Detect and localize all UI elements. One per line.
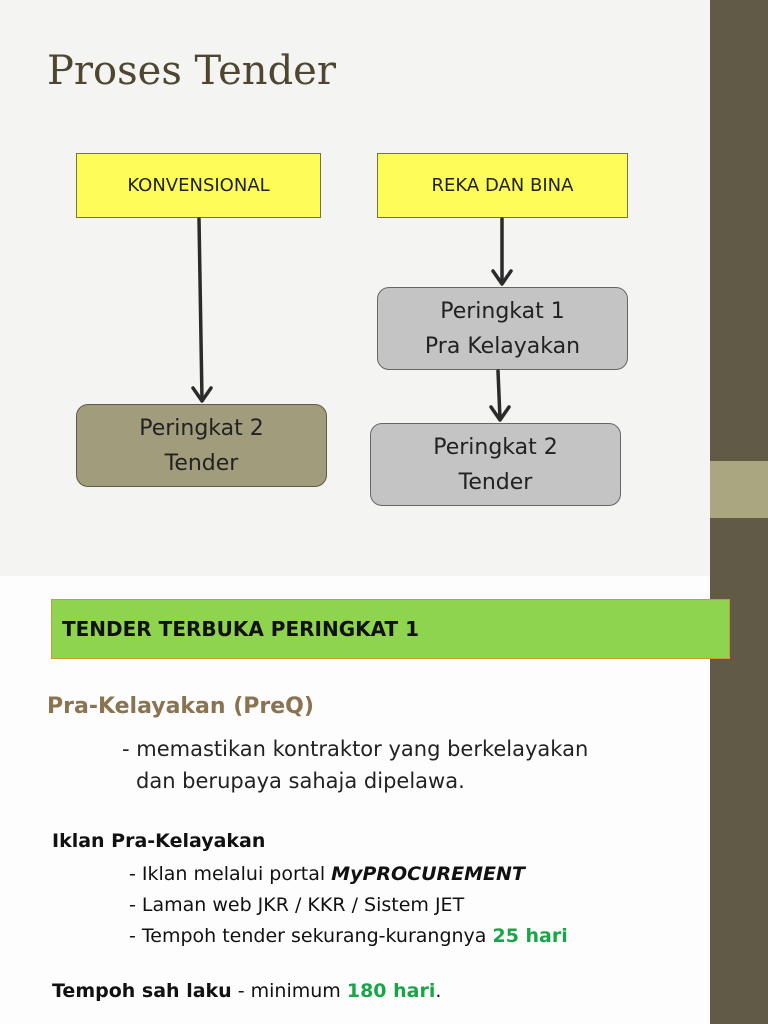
myprocurement-portal-name: MyPROCUREMENT: [331, 863, 525, 885]
minimum-tender-days: 25 hari: [492, 925, 568, 947]
validity-period: [52, 980, 441, 1002]
right-tender-stage-line1: Peringkat 2: [433, 434, 558, 460]
validity-end: .: [435, 980, 442, 1002]
validity-label: Tempoh sah laku: [52, 980, 232, 1002]
section-banner-text: TENDER TERBUKA PERINGKAT 1: [62, 617, 420, 641]
advertisement-heading: Iklan Pra-Kelayakan: [52, 830, 266, 852]
advertisement-section: [52, 830, 265, 852]
description-line-2: dan berupaya sahaja dipelawa.: [136, 769, 465, 793]
advertisement-item-period: [129, 921, 568, 952]
left-tender-stage-line2: Tender: [164, 450, 239, 476]
konvensional-label: KONVENSIONAL: [127, 175, 270, 196]
sidebar-accent: [710, 461, 768, 518]
advertisement-item-portal-text: - Iklan melalui portal: [129, 863, 332, 885]
advertisement-list: [129, 859, 568, 952]
arrow-konvensional-to-tender: [199, 219, 202, 400]
reka-dan-bina-label: REKA DAN BINA: [431, 175, 574, 196]
prequalification-stage-line1: Peringkat 1: [440, 298, 565, 324]
prequalification-stage-line2: Pra Kelayakan: [424, 333, 581, 359]
validity-separator: - minimum: [231, 980, 347, 1002]
prequalification-description: [122, 733, 588, 797]
section-banner: [51, 599, 730, 659]
advertisement-item-websites: - Laman web JKR / KKR / Sistem JET: [129, 894, 465, 916]
validity-days: 180 hari: [346, 980, 436, 1002]
prequalification-heading: Pra-Kelayakan (PreQ): [47, 694, 314, 719]
slide-title: Proses Tender: [47, 48, 336, 94]
advertisement-item-period-text: - Tempoh tender sekurang-kurangnya: [129, 925, 493, 947]
right-tender-stage-line2: Tender: [458, 469, 533, 495]
advertisement-item-portal: [129, 859, 568, 890]
arrow-preq-to-tender: [498, 371, 500, 419]
description-line-1: - memastikan kontraktor yang berkelayakan: [122, 737, 589, 761]
left-tender-stage-line1: Peringkat 2: [139, 415, 264, 441]
